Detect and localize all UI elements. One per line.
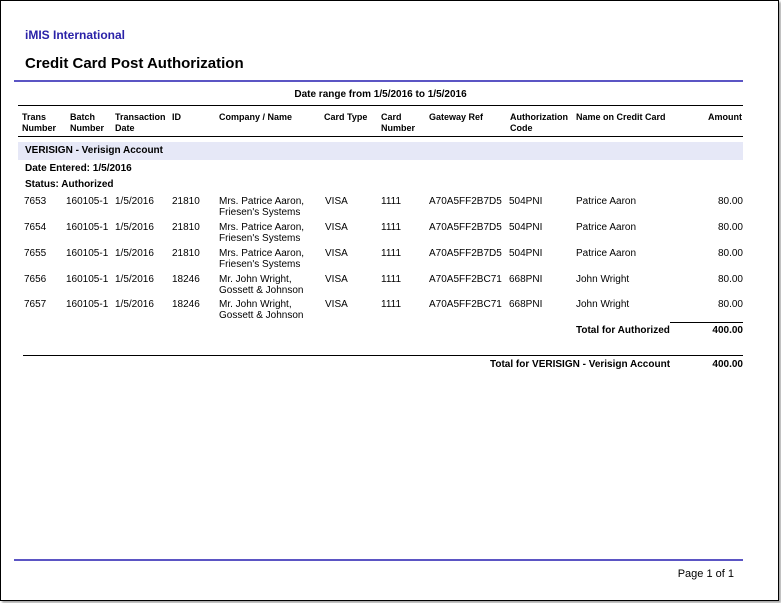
cell-card-number: 1111 [381, 248, 402, 259]
cell-trans: 7653 [24, 196, 47, 207]
cell-company: Mr. John Wright, Gossett & Johnson [219, 274, 304, 296]
total-account-value: 400.00 [712, 359, 743, 370]
cell-card-number: 1111 [381, 274, 402, 285]
cell-name-on-card: Patrice Aaron [576, 196, 637, 207]
cell-date: 1/5/2016 [115, 222, 154, 233]
cell-date: 1/5/2016 [115, 248, 154, 259]
cell-auth-code: 504PNI [509, 222, 543, 233]
date-entered-label: Date Entered: 1/5/2016 [25, 163, 132, 174]
total-account-label: Total for VERISIGN - Verisign Account [490, 359, 671, 370]
cell-card-type: VISA [325, 222, 348, 233]
cell-card-type: VISA [325, 196, 348, 207]
cell-company: Mr. John Wright, Gossett & Johnson [219, 299, 304, 321]
cell-amount: 80.00 [717, 299, 743, 310]
column-header-card-type: Card Type [324, 112, 368, 122]
column-header-amount: Amount [708, 112, 742, 122]
column-header-company-name: Company / Name [219, 112, 293, 122]
column-header-rule [18, 136, 743, 137]
cell-amount: 80.00 [717, 222, 743, 233]
column-header-name-on-card: Name on Credit Card [576, 112, 666, 122]
cell-id: 21810 [172, 248, 200, 259]
footer-rule [14, 559, 743, 561]
header-rule [14, 80, 743, 82]
cell-card-number: 1111 [381, 196, 402, 207]
cell-trans: 7654 [24, 222, 47, 233]
cell-trans: 7656 [24, 274, 47, 285]
cell-batch: 160105-1 [66, 196, 109, 207]
column-header-transaction-date: Transaction Date [115, 112, 166, 133]
cell-auth-code: 668PNI [509, 274, 543, 285]
cell-company: Mrs. Patrice Aaron, Friesen's Systems [219, 196, 305, 218]
status-label: Status: Authorized [25, 179, 114, 190]
table-top-rule [18, 105, 743, 106]
cell-gateway-ref: A70A5FF2B7D5 [429, 196, 502, 207]
date-range: Date range from 1/5/2016 to 1/5/2016 [294, 89, 467, 100]
cell-gateway-ref: A70A5FF2B7D5 [429, 222, 502, 233]
cell-gateway-ref: A70A5FF2BC71 [429, 299, 502, 310]
cell-name-on-card: John Wright [576, 299, 630, 310]
cell-id: 18246 [172, 299, 200, 310]
cell-date: 1/5/2016 [115, 196, 154, 207]
cell-date: 1/5/2016 [115, 274, 154, 285]
total-authorized-label: Total for Authorized [576, 325, 670, 336]
cell-company: Mrs. Patrice Aaron, Friesen's Systems [219, 222, 305, 244]
organization-name: iMIS International [25, 28, 126, 42]
column-header-gateway-ref: Gateway Ref [429, 112, 484, 122]
cell-trans: 7655 [24, 248, 47, 259]
cell-amount: 80.00 [717, 196, 743, 207]
cell-batch: 160105-1 [66, 248, 109, 259]
cell-id: 21810 [172, 196, 200, 207]
cell-card-number: 1111 [381, 299, 402, 310]
column-header-trans-number: Trans Number [22, 112, 57, 133]
cell-card-number: 1111 [381, 222, 402, 233]
cell-card-type: VISA [325, 274, 348, 285]
group-label: VERISIGN - Verisign Account [25, 145, 163, 156]
cell-company: Mrs. Patrice Aaron, Friesen's Systems [219, 248, 305, 270]
cell-auth-code: 668PNI [509, 299, 543, 310]
cell-id: 21810 [172, 222, 200, 233]
cell-batch: 160105-1 [66, 222, 109, 233]
group-total-rule [23, 355, 743, 356]
column-header-id: ID [172, 112, 181, 122]
column-header-batch-number: Batch Number [70, 112, 105, 133]
cell-id: 18246 [172, 274, 200, 285]
cell-auth-code: 504PNI [509, 196, 543, 207]
cell-amount: 80.00 [717, 248, 743, 259]
cell-name-on-card: Patrice Aaron [576, 222, 637, 233]
cell-card-type: VISA [325, 299, 348, 310]
report-title: Credit Card Post Authorization [25, 55, 244, 72]
cell-card-type: VISA [325, 248, 348, 259]
cell-auth-code: 504PNI [509, 248, 543, 259]
column-header-card-number: Card Number [381, 112, 416, 133]
cell-amount: 80.00 [717, 274, 743, 285]
page-number: Page 1 of 1 [677, 568, 734, 580]
cell-trans: 7657 [24, 299, 47, 310]
cell-batch: 160105-1 [66, 299, 109, 310]
cell-date: 1/5/2016 [115, 299, 154, 310]
cell-name-on-card: Patrice Aaron [576, 248, 637, 259]
cell-batch: 160105-1 [66, 274, 109, 285]
cell-gateway-ref: A70A5FF2B7D5 [429, 248, 502, 259]
cell-gateway-ref: A70A5FF2BC71 [429, 274, 502, 285]
total-authorized-value: 400.00 [712, 325, 743, 336]
subtotal-rule [670, 322, 743, 323]
column-header-authorization-code: Authorization Code [510, 112, 568, 133]
cell-name-on-card: John Wright [576, 274, 630, 285]
